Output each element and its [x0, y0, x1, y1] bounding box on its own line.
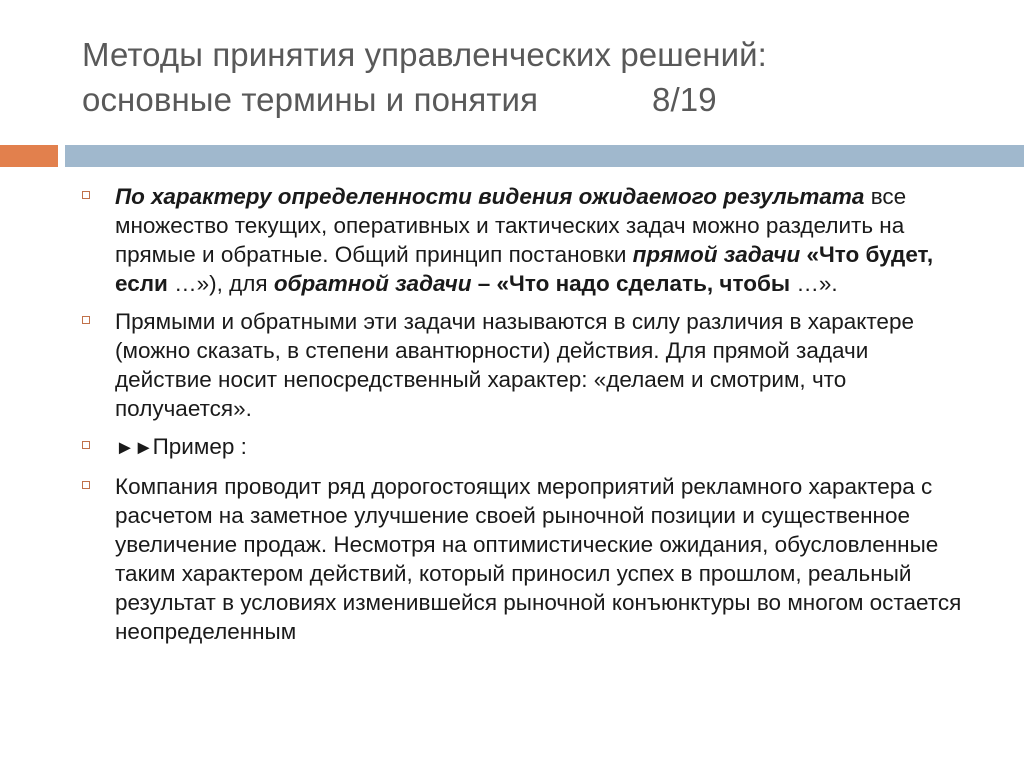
item1-quote1: «Что будет, если: [115, 242, 934, 296]
item1-text1: все множество текущих, оперативных и тактических задач можно разделить на прямые и обратные. Общий принцип постановки: [115, 184, 907, 267]
item1-direct-task: прямой задачи: [632, 242, 801, 267]
item1-inverse-task: обратной задачи: [273, 271, 472, 296]
square-bullet-icon: [82, 481, 90, 489]
square-bullet-icon: [82, 191, 90, 199]
item1-quote2: – «Что надо сделать, чтобы: [471, 271, 791, 296]
title-line-2-row: [82, 77, 982, 122]
item1-lead: По характеру определенности видения ожидаемого результата: [115, 184, 865, 209]
bullet-item-1: [82, 182, 962, 298]
item2-text: Прямыми и обратными эти задачи называются в силу различия в характере (можно сказать, в степени авантюрности) действия. Для прямой задачи действие носит непосредственный характер: «делаем и смотрим, что получается».: [115, 309, 914, 421]
bullet-item-4: [82, 472, 962, 646]
title-line-2: основные термины и понятия: [82, 81, 539, 118]
accent-bar-blue: [65, 145, 1024, 167]
square-bullet-icon: [82, 316, 90, 324]
title-line-1: Методы принятия управленческих решений:: [82, 36, 767, 73]
item3-text: Пример :: [152, 434, 247, 459]
page-number: 8/19: [652, 81, 717, 118]
slide-title: [82, 32, 982, 122]
bullet-item-2: [82, 307, 962, 423]
item1-text3: …».: [790, 271, 838, 296]
bullet-item-3: [82, 432, 962, 463]
square-bullet-icon: [82, 441, 90, 449]
bullet-list: [82, 182, 962, 655]
item1-text2: …»), для: [167, 271, 274, 296]
item4-text: Компания проводит ряд дорогостоящих мероприятий рекламного характера с расчетом на заметное улучшение своей рыночной позиции и существенное увеличение продаж. Несмотря на оптимистические ожидания, обусловленные таким характером действий, который приносил успех в прошлом, реальный результат в условиях изменившейся рыночной конъюнктуры во многом остается неопределенным: [115, 474, 962, 644]
accent-bar-orange: [0, 145, 58, 167]
double-arrow-icon: ►►: [115, 437, 153, 459]
